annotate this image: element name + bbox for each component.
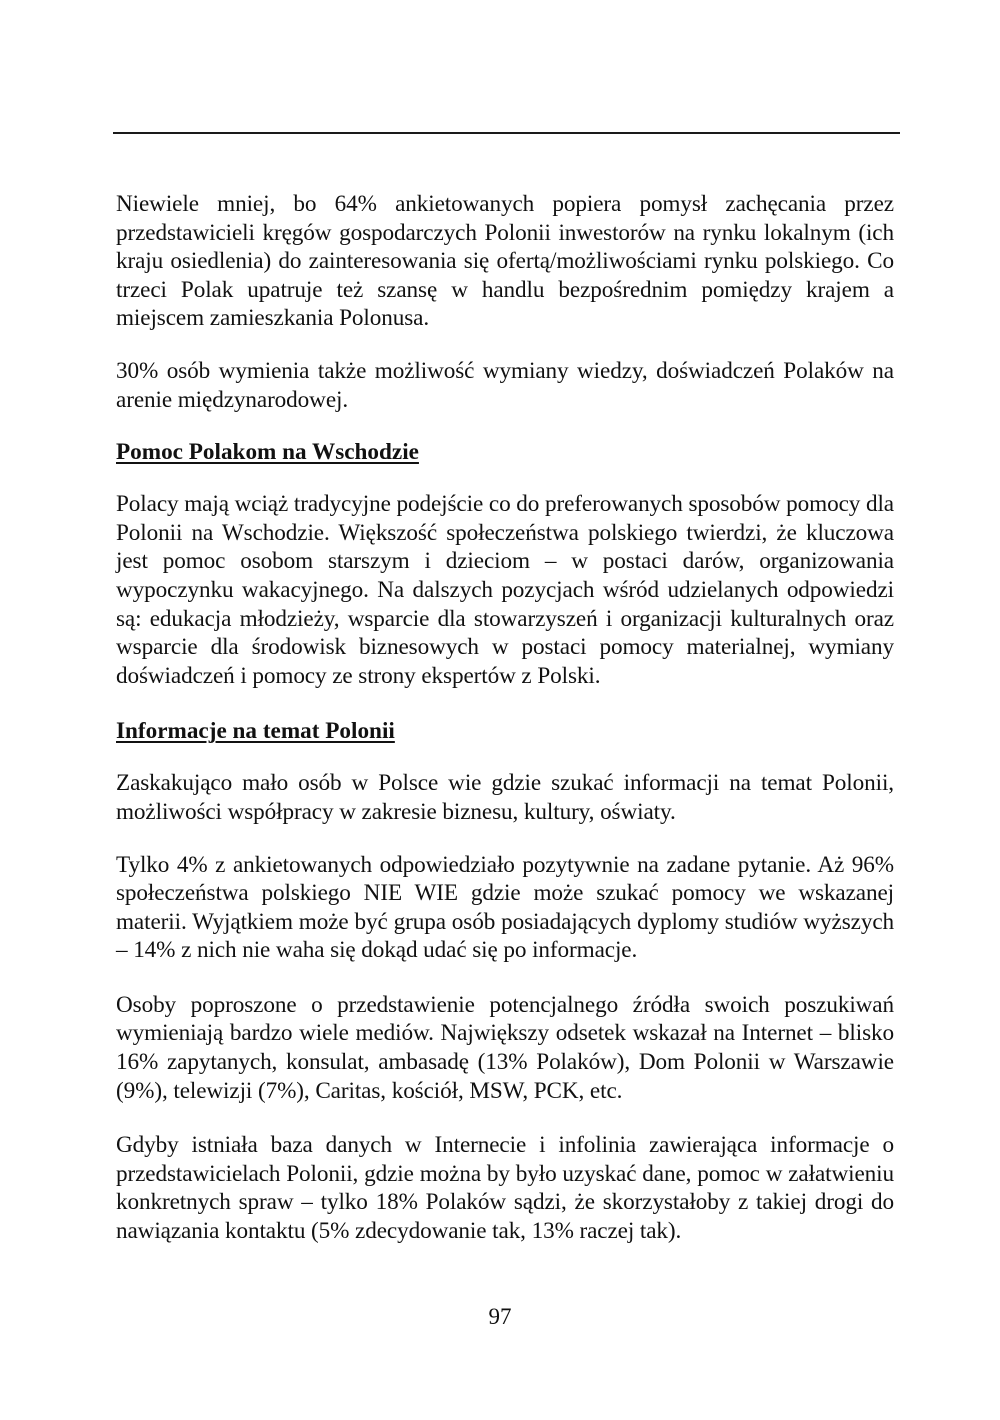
section-heading-polonia-info: Informacje na temat Polonii (116, 718, 395, 745)
section-heading-eastern-aid: Pomoc Polakom na Wschodzie (116, 439, 419, 466)
paragraph-investors: Niewiele mniej, bo 64% ankietowanych popiera pomysł zachęcania przez przedstawicieli kręgów gospodarczych Polonii inwestorów na rynku lokalnym (ich kraju osiedlenia) do zainteresowania się ofertą/możliwościami rynku polskiego. Co trzeci Polak upatruje też szansę w handlu bezpośrednim pomiędzy krajem a miejscem zamieszkania Polonusa. (116, 191, 894, 332)
page-body (116, 190, 894, 1246)
paragraph-info-sources: Osoby poproszone o przedstawienie potencjalnego źródła swoich poszukiwań wymieniają bardzo wiele mediów. Największy odsetek wskazał na Internet – blisko 16% zapytanych, konsulat, ambasadę (13% Polaków), Dom Polonii w Warszawie (9%), telewizji (7%), Caritas, kościół, MSW, PCK, etc. (116, 991, 894, 1104)
paragraph-info-where: Zaskakująco mało osób w Polsce wie gdzie szukać informacji na temat Polonii, możliwości współpracy w zakresie biznesu, kultury, oświaty. (116, 770, 894, 825)
page-number: 97 (488, 1304, 512, 1329)
paragraph-knowledge-exchange: 30% osób wymienia także możliwość wymiany wiedzy, doświadczeń Polaków na arenie międzynarodowej. (116, 357, 894, 413)
paragraph-info-stats: Tylko 4% z ankietowanych odpowiedziało pozytywnie na zadane pytanie. Aż 96% społeczeństwa polskiego NIE WIE gdzie może szukać pomocy we wskazanej materii. Wyjątkiem może być grupa osób posiadających dyplomy studiów wyższych – 14% z nich nie waha się dokąd udać się po informacje. (116, 851, 894, 964)
header-rule (113, 132, 900, 134)
paragraph-info-database: Gdyby istniała baza danych w Internecie i infolinia zawierająca informacje o przedstawicielach Polonii, gdzie można by było uzyskać dane, pomoc w załatwieniu konkretnych spraw – tylko 18% Polaków sądzi, że skorzystałoby z takiej drogi do nawiązania kontaktu (5% zdecydowanie tak, 13% raczej tak). (116, 1132, 894, 1245)
paragraph-eastern-aid: Polacy mają wciąż tradycyjne podejście co do preferowanych sposobów pomocy dla Polonii na Wschodzie. Większość społeczeństwa polskiego twierdzi, że kluczowa jest pomoc osobom starszym i dzieciom – w postaci darów, organizowania wypoczynku wakacyjnego. Na dalszych pozycjach wśród udzielanych odpowiedzi są: edukacja młodzieży, wsparcie dla stowarzyszeń i organizacji kulturalnych oraz wsparcie dla środowisk biznesowych w postaci pomocy materialnej, wymiany doświadczeń i pomocy ze strony ekspertów z Polski. (116, 491, 894, 689)
